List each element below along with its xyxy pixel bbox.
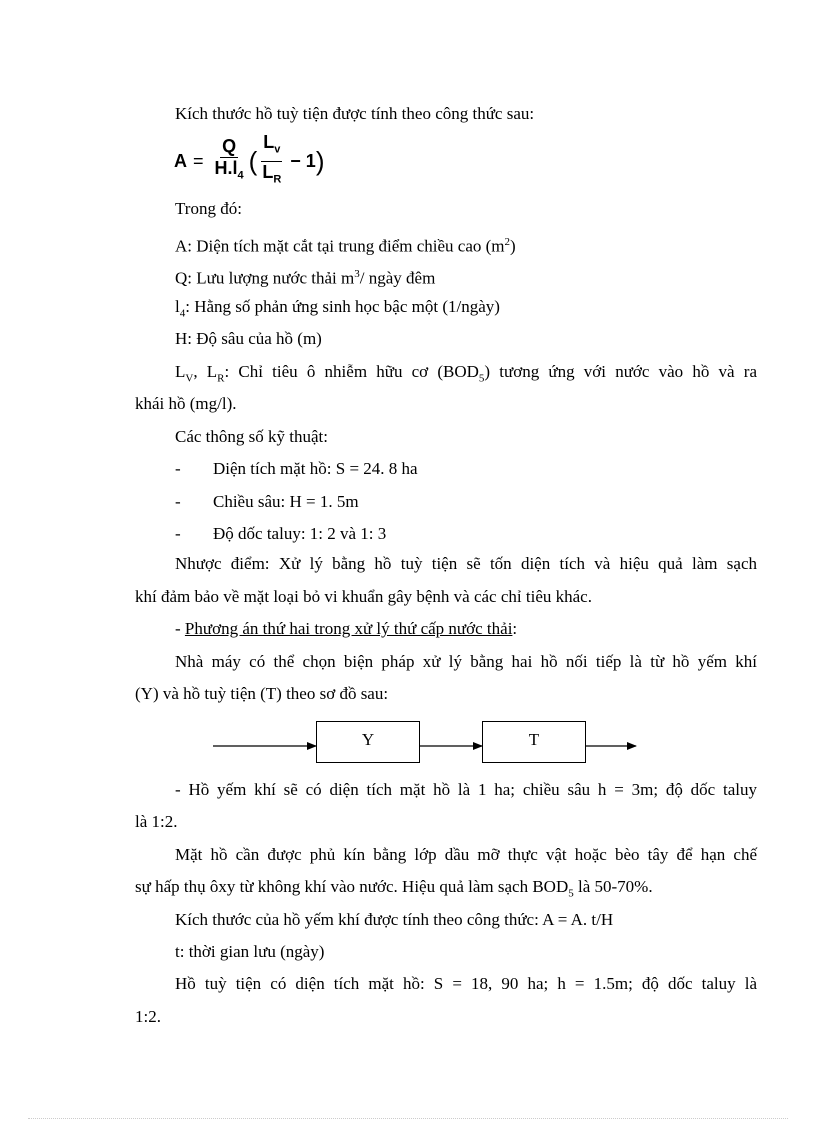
formula-lhs: A xyxy=(174,150,187,171)
kich-thuoc-yem-khi: Kích thước của hồ yếm khí được tính theo công thức: A = A. t/H xyxy=(175,910,614,929)
anaerobic-pond-box-y: Y xyxy=(316,721,420,763)
definition-lv-lr: $L_V$, $L_R$: Chỉ tiêu ô nhiễm hữu cơ $(BOD_5)$ tương ứng với nước vào hồ và ra xyxy=(175,362,757,385)
formula-close-paren: ) xyxy=(315,146,325,176)
nha-may-line2: (Y) và hồ tuỳ tiện (T) theo sơ đồ sau: xyxy=(135,684,389,703)
facultative-pond-box-t: T xyxy=(482,721,586,763)
trong-do-label: Trong đó: xyxy=(175,199,242,218)
fraction-numerator-lv: $L_v$ xyxy=(261,133,282,162)
tuy-tien-line2: 1:2. xyxy=(135,1007,161,1026)
mat-ho-line1: Mặt hồ cần được phủ kín bằng lớp dầu mỡ thực vật hoặc bèo tây để hạn chế xyxy=(175,845,757,864)
formula-open-paren: ( xyxy=(248,146,258,176)
definition-q: Q: Lưu lượng nước thải $m^3/$ ngày đêm xyxy=(175,268,436,288)
list-dash: - xyxy=(175,524,181,543)
formula-equals: = xyxy=(193,150,204,171)
fraction-denominator: $H.l_4$ xyxy=(214,157,244,182)
specs-title: Các thông số kỹ thuật: xyxy=(175,427,328,446)
t-definition: t: thời gian lưu (ngày) xyxy=(175,942,325,961)
definition-a: A: Diện tích mặt cắt tại trung điểm chiều cao $(m^2)$ xyxy=(175,236,516,256)
list-dash: - xyxy=(175,459,181,478)
nhuoc-diem-line2: khí đảm bảo về mặt loại bỏ vi khuẩn gây bệnh và các chỉ tiêu khác. xyxy=(135,587,592,606)
mat-ho-line2: sự hấp thụ ôxy từ không khí vào nước. Hiệu quả làm sạch $BOD_5$ là 50-70%. xyxy=(135,877,653,900)
formula-minus-one: − 1 xyxy=(290,150,316,171)
list-dash: - xyxy=(175,492,181,511)
spec-text: Độ dốc taluy: 1: 2 và 1: 3 xyxy=(213,524,387,543)
spec-text: Diện tích mặt hồ: S = 24. 8 ha xyxy=(213,459,418,478)
phuong-an-heading: - Phương án thứ hai trong xử lý thứ cấp nước thải: xyxy=(175,619,518,638)
yem-khi-line1: - Hồ yếm khí sẽ có diện tích mặt hồ là 1 ha; chiều sâu h = 3m; độ dốc taluy xyxy=(175,780,757,799)
definition-h: H: Độ sâu của hồ (m) xyxy=(175,329,322,348)
nha-may-line1: Nhà máy có thể chọn biện pháp xử lý bằng hai hồ nối tiếp là từ hồ yếm khí xyxy=(175,652,757,671)
spec-text: Chiều sâu: H = 1. 5m xyxy=(213,492,359,511)
definition-l4: $l_4$: Hằng số phản ứng sinh học bậc một (1/ngày) xyxy=(175,297,500,320)
definition-lv-lr-cont: khái hồ (mg/l). xyxy=(135,394,237,413)
nhuoc-diem-line1: Nhược điểm: Xử lý bằng hồ tuỳ tiện sẽ tốn diện tích và hiệu quả làm sạch xyxy=(175,554,757,573)
fraction-denominator-lr: $L_R$ xyxy=(262,161,282,186)
tuy-tien-line1: Hồ tuỳ tiện có diện tích mặt hồ: S = 18, 90 ha; h = 1.5m; độ dốc taluy là xyxy=(175,974,757,993)
yem-khi-line2: là 1:2. xyxy=(135,812,178,831)
intro-text: Kích thước hồ tuỳ tiện được tính theo công thức sau: xyxy=(175,104,535,123)
fraction-numerator: Q xyxy=(222,135,237,156)
page-bottom-border xyxy=(28,1118,788,1119)
